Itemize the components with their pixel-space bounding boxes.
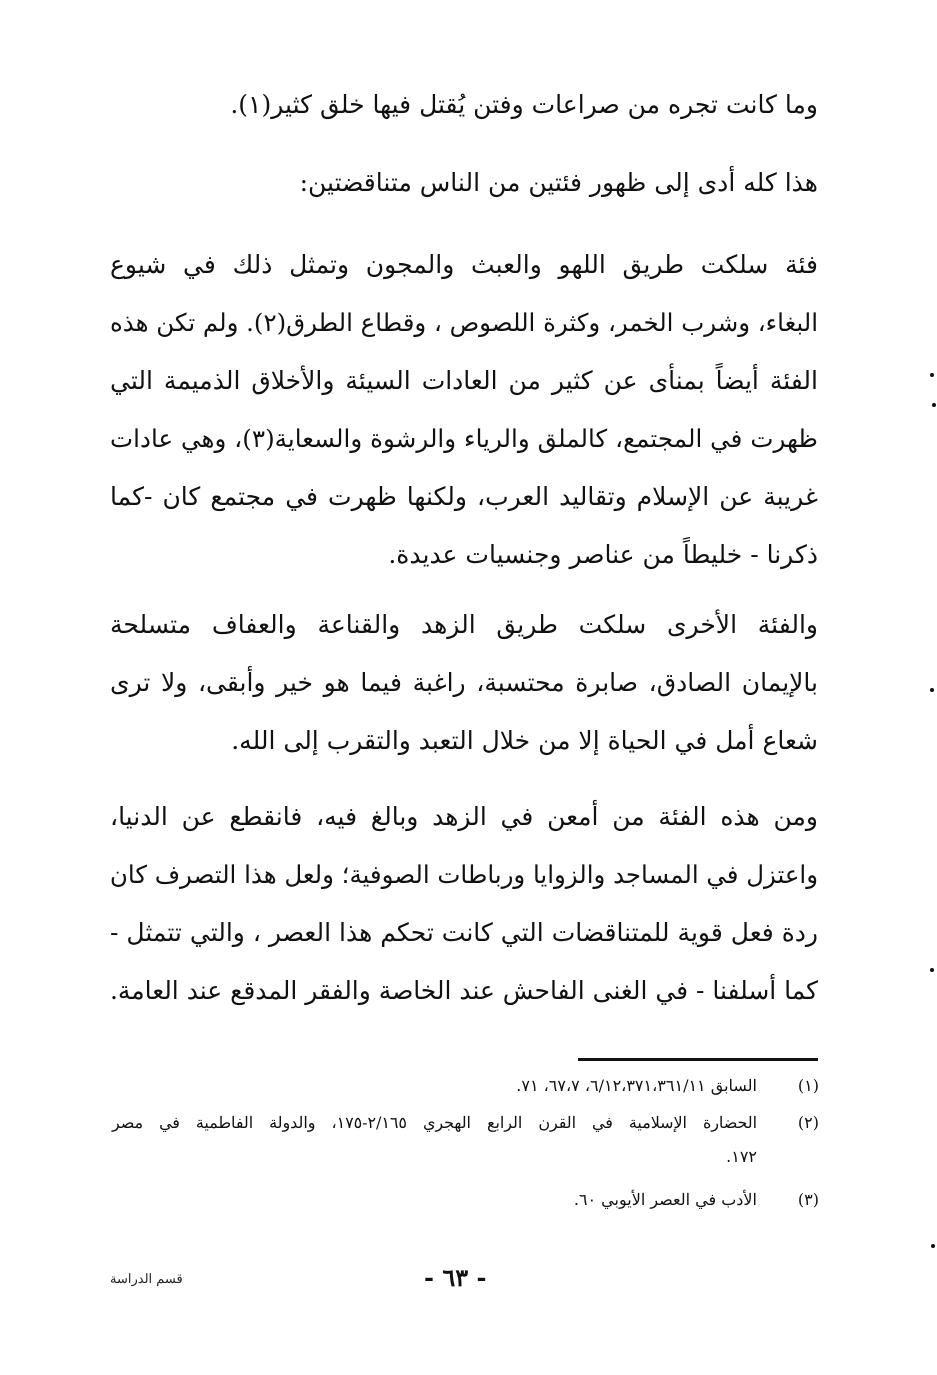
footnote-text: الحضارة الإسلامية في القرن الرابع الهجري ٢/١٦٥-١٧٥، والدولة الفاطمية في مصر [112, 1113, 757, 1132]
paragraph-line: ردة فعل قوية للمتناقضات التي كانت تحكم هذا العصر ، والتي تتمثل - [110, 918, 818, 947]
footnote-text: ١٧٢. [726, 1147, 757, 1166]
scan-mark [932, 403, 936, 407]
paragraph-1 [110, 85, 818, 125]
scan-mark [931, 1244, 935, 1248]
section-label: قسم الدراسة [110, 1272, 183, 1287]
paragraph-line: شعاع أمل في الحياة إلا من خلال التعبد والتقرب إلى الله. [231, 726, 818, 755]
paragraph-line: هذا كله أدى إلى ظهور فئتين من الناس متناقضتين: [299, 168, 818, 197]
paragraph-2 [110, 163, 818, 203]
paragraph-line: ذكرنا - خليطاً من عناصر وجنسيات عديدة. [388, 540, 818, 569]
scan-mark [930, 968, 934, 972]
paragraph-line: والفئة الأخرى سلكت طريق الزهد والقناعة والعفاف متسلحة [110, 610, 818, 639]
paragraph-line: البغاء، وشرب الخمر، وكثرة اللصوص ، وقطاع الطرق(٢). ولم تكن هذه [109, 308, 818, 337]
footnote-divider [578, 1058, 818, 1061]
paragraph-line: واعتزل في المساجد والزوايا ورباطات الصوفية؛ ولعل هذا التصرف كان [109, 860, 818, 889]
paragraph-line: ظهرت في المجتمع، كالملق والرياء والرشوة والسعاية(٣)، وهي عادات [110, 424, 818, 453]
paragraph-4 [110, 596, 818, 770]
paragraph-5 [110, 788, 818, 1020]
scan-mark [930, 688, 934, 692]
footnote-3 [0, 1190, 937, 1220]
footnote-number: (٣) [797, 1190, 819, 1209]
footnote-text: الأدب في العصر الأيوبي ٦٠. [573, 1190, 757, 1209]
paragraph-line: بالإيمان الصادق، صابرة محتسبة، راغبة فيما هو خير وأبقى، ولا ترى [110, 668, 818, 697]
footnote-text: السابق ٦/١٢،٣٧١،٣٦١/١١، ٦٧،٧، ٧١. [516, 1076, 757, 1095]
page-number: - ٦٣ - [424, 1263, 487, 1292]
footnote-1 [0, 1076, 937, 1106]
scan-mark [930, 373, 934, 377]
paragraph-3 [110, 236, 818, 584]
paragraph-line: فئة سلكت طريق اللهو والعبث والمجون وتمثل ذلك في شيوع [110, 250, 818, 279]
paragraph-line: وما كانت تجره من صراعات وفتن يُقتل فيها خلق كثير(١). [230, 90, 818, 119]
paragraph-line: الفئة أيضاً بمنأى عن كثير من العادات السيئة والأخلاق الذميمة التي [110, 366, 818, 395]
footnote-2 [0, 1113, 937, 1173]
paragraph-line: غريبة عن الإسلام وتقاليد العرب، ولكنها ظهرت في مجتمع كان -كما [110, 482, 818, 511]
footnote-number: (٢) [797, 1113, 819, 1132]
footnote-number: (١) [797, 1076, 819, 1095]
paragraph-line: كما أسلفنا - في الغنى الفاحش عند الخاصة والفقر المدقع عند العامة. [110, 976, 818, 1005]
paragraph-line: ومن هذه الفئة من أمعن في الزهد وبالغ فيه، فانقطع عن الدنيا، [110, 802, 818, 831]
